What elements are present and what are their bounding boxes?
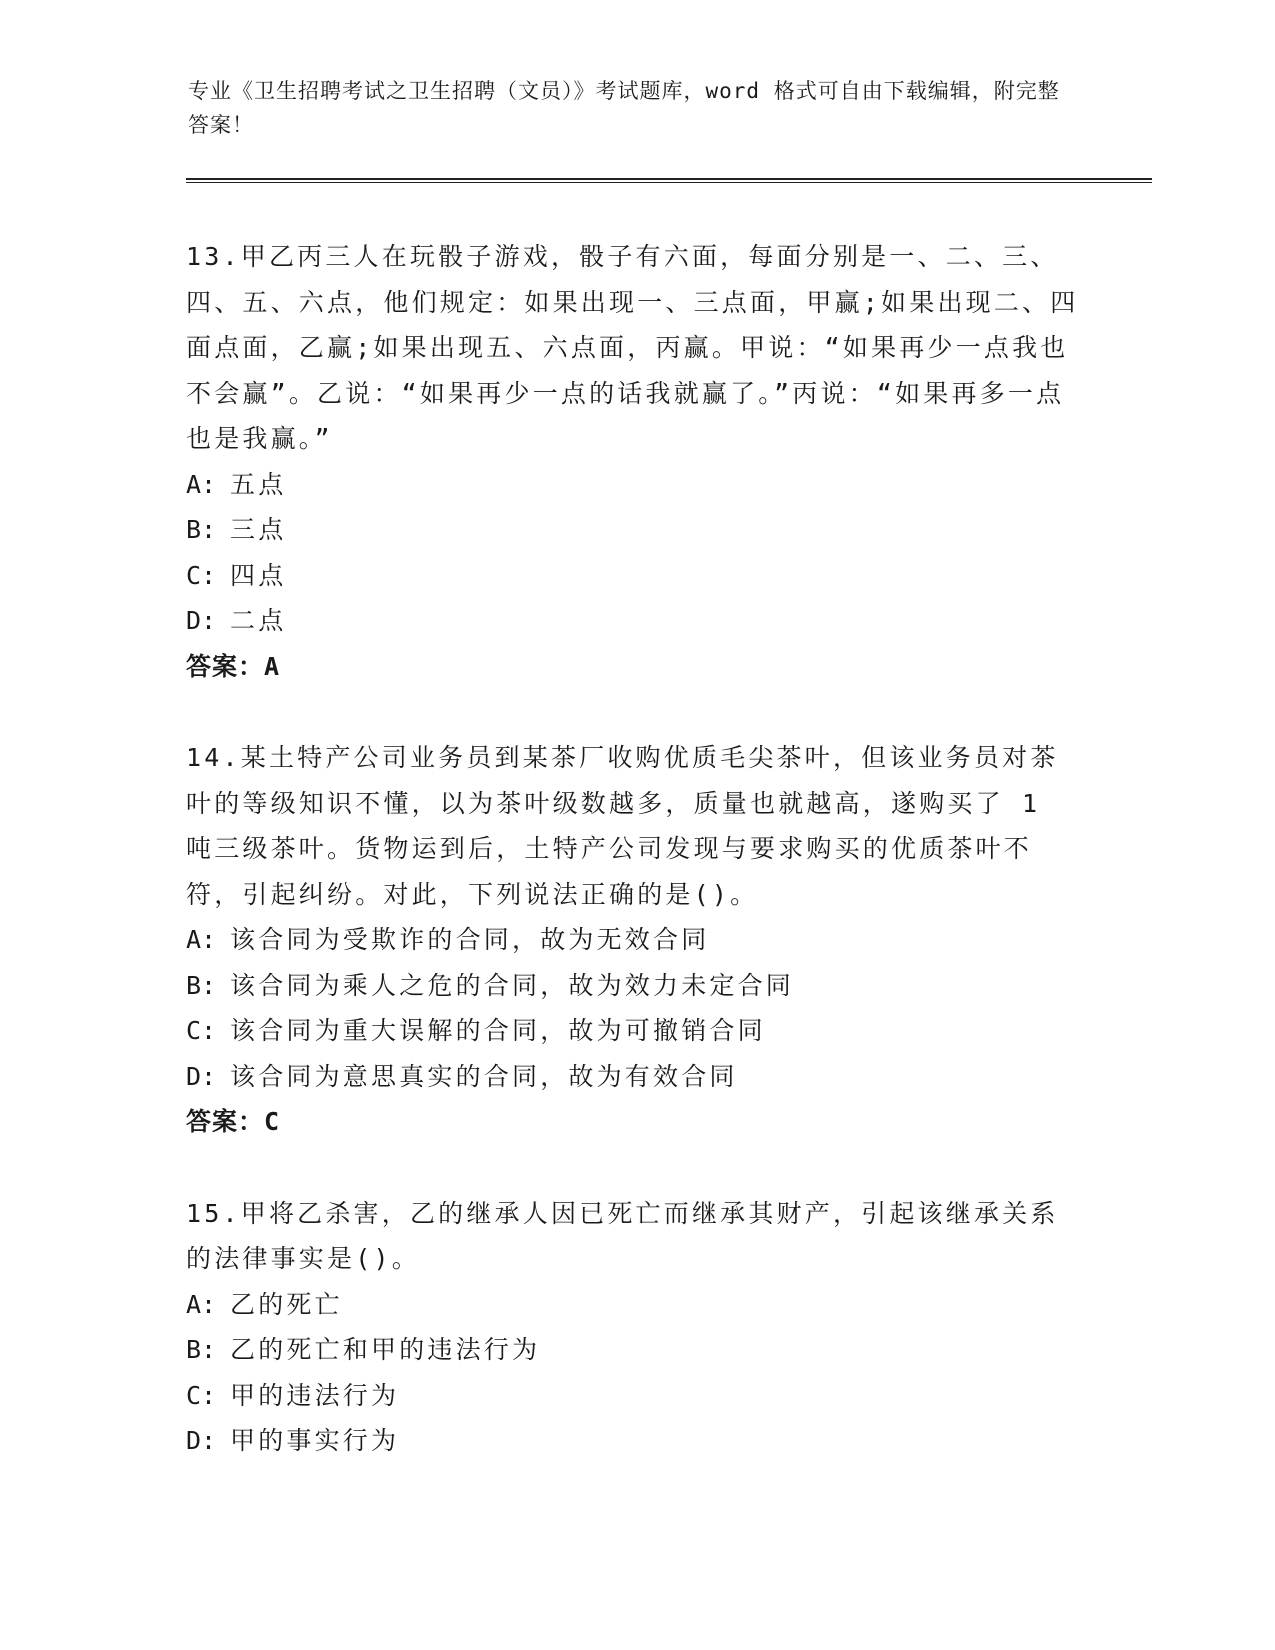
option-key: B: xyxy=(186,515,217,544)
answer-line: 答案：A xyxy=(186,651,281,681)
option-key: D: xyxy=(186,1426,217,1455)
option-text: 该合同为重大误解的合同，故为可撤销合同 xyxy=(230,1016,766,1045)
option-key: C: xyxy=(186,560,217,590)
document-header: 专业《卫生招聘考试之卫生招聘（文员）》考试题库，word 格式可自由下载编辑，附完整答案！ xyxy=(188,79,1060,137)
question-13 xyxy=(186,234,1086,689)
option-key: C: xyxy=(186,1016,217,1045)
option-text: 三点 xyxy=(230,515,287,544)
option-key: D: xyxy=(186,1061,217,1091)
option-b xyxy=(186,963,1086,1009)
option-text: 乙的死亡和甲的违法行为 xyxy=(230,1335,541,1364)
option-b xyxy=(186,507,1086,553)
option-a xyxy=(186,917,1086,963)
option-text: 甲的事实行为 xyxy=(230,1426,400,1455)
question-stem: 13.甲乙丙三人在玩骰子游戏，骰子有六面，每面分别是一、二、三、四、五、六点，他们规定：如果出现一、三点面，甲赢;如果出现二、四面点面，乙赢;如果出现五、六点面，丙赢。甲说：“如果再少一点我也不会赢”。乙说：“如果再少一点的话我就赢了。”丙说：“如果再多一点也是我赢。” xyxy=(186,242,1079,453)
option-text: 二点 xyxy=(230,606,287,635)
option-text: 甲的违法行为 xyxy=(230,1380,400,1410)
option-text: 四点 xyxy=(230,560,287,590)
option-d xyxy=(186,1418,1086,1464)
option-key: C: xyxy=(186,1380,217,1410)
question-14 xyxy=(186,735,1086,1145)
option-text: 该合同为乘人之危的合同，故为效力未定合同 xyxy=(230,970,795,1000)
option-c xyxy=(186,1008,1086,1054)
option-c xyxy=(186,1373,1086,1419)
question-15 xyxy=(186,1191,1086,1464)
option-key: A: xyxy=(186,1289,217,1319)
option-key: A: xyxy=(186,925,217,954)
option-text: 乙的死亡 xyxy=(230,1289,343,1319)
option-key: B: xyxy=(186,1335,217,1364)
option-text: 该合同为受欺诈的合同，故为无效合同 xyxy=(230,925,710,954)
option-text: 该合同为意思真实的合同，故为有效合同 xyxy=(230,1061,738,1091)
question-stem: 14.某土特产公司业务员到某茶厂收购优质毛尖茶叶，但该业务员对茶叶的等级知识不懂，以为茶叶级数越多，质量也就越高，遂购买了 1 吨三级茶叶。货物运到后，土特产公司发现与要求购买的优质茶叶不符，引起纠纷。对此，下列说法正确的是()。 xyxy=(186,743,1059,909)
option-text: 五点 xyxy=(230,469,287,499)
option-d xyxy=(186,598,1086,644)
option-d xyxy=(186,1054,1086,1100)
option-a xyxy=(186,462,1086,508)
option-c xyxy=(186,553,1086,599)
option-key: B: xyxy=(186,970,217,1000)
option-key: A: xyxy=(186,469,217,499)
option-b xyxy=(186,1327,1086,1373)
header-divider xyxy=(186,178,1152,183)
option-key: D: xyxy=(186,606,217,635)
question-list xyxy=(186,234,1086,1510)
answer-line: 答案：C xyxy=(186,1107,281,1136)
option-a xyxy=(186,1282,1086,1328)
question-stem: 15.甲将乙杀害，乙的继承人因已死亡而继承其财产，引起该继承关系的法律事实是()。 xyxy=(186,1198,1059,1273)
